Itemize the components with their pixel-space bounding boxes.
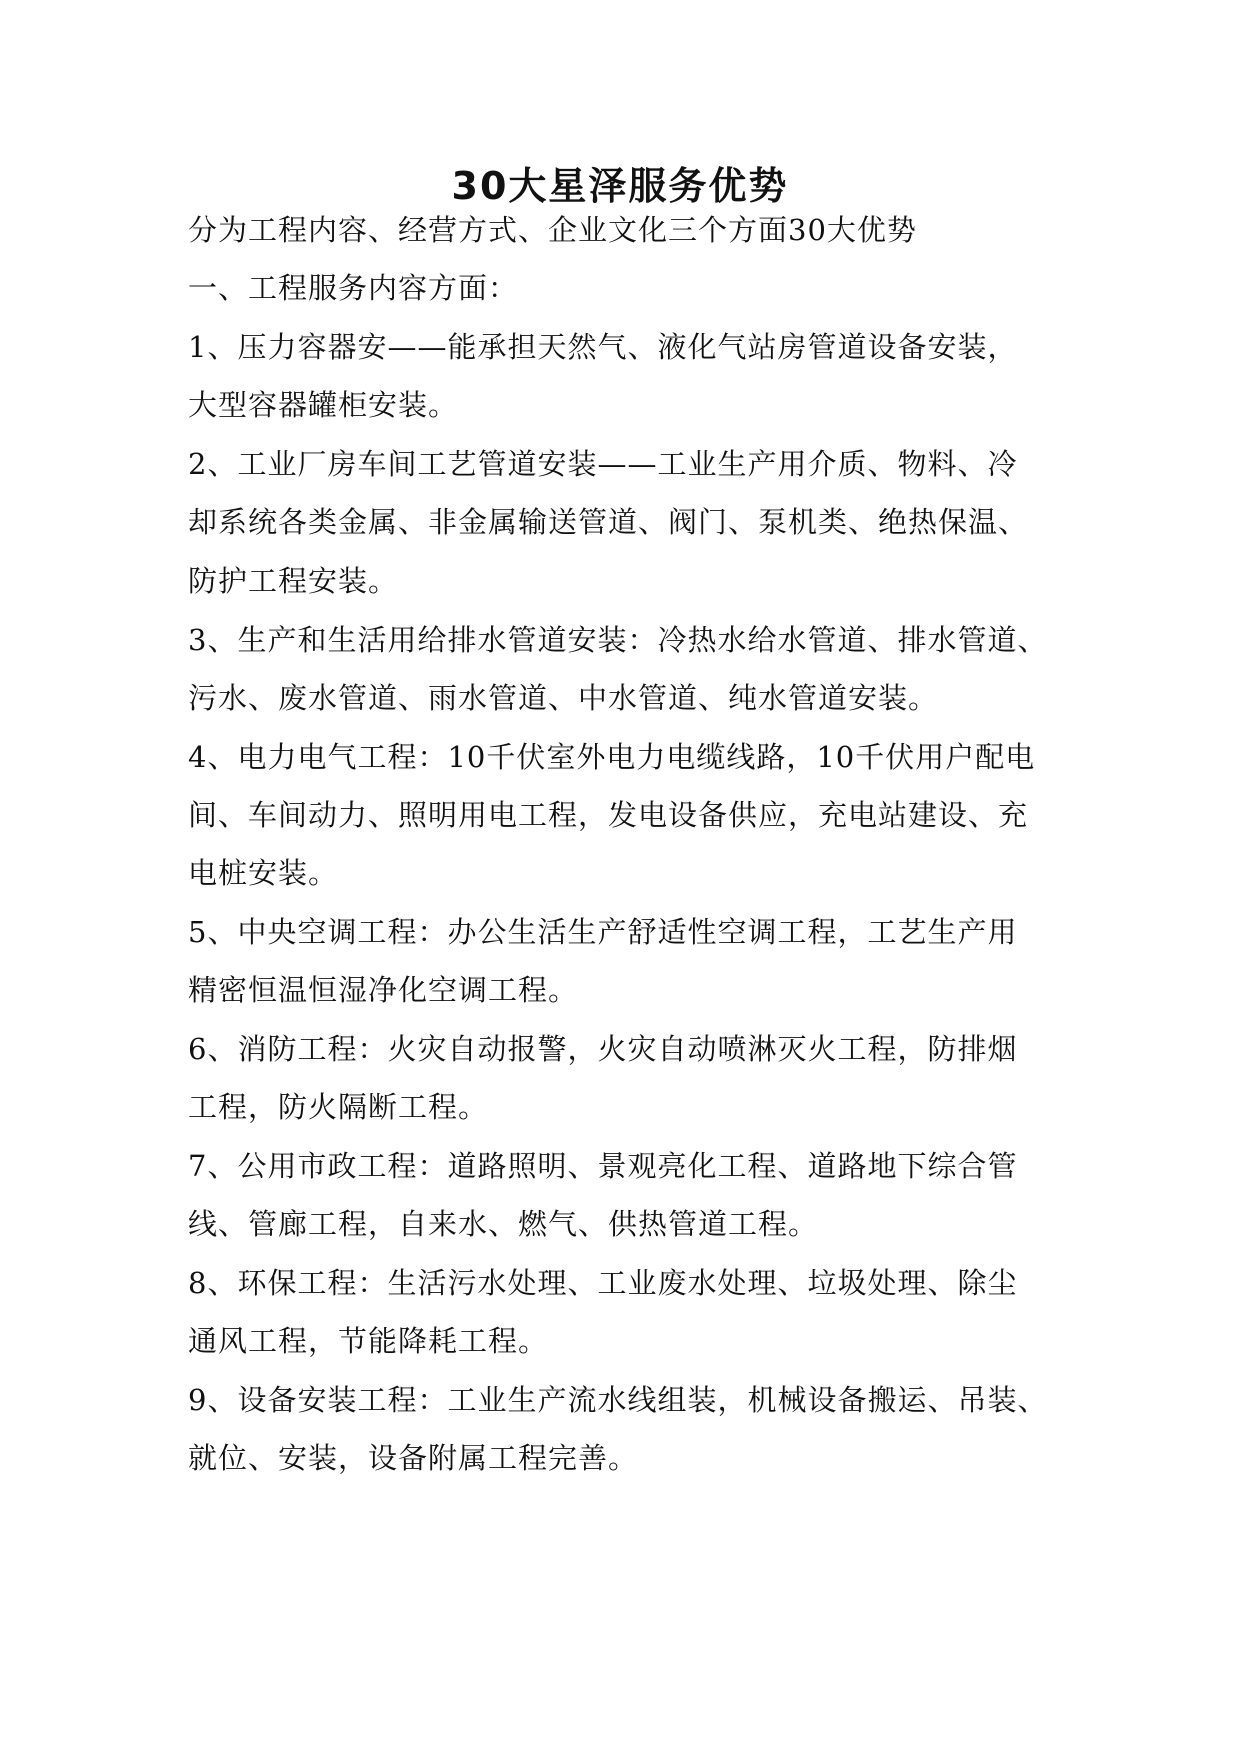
item-2-line-1: 2、工业厂房车间工艺管道安装——工业生产用介质、物料、冷 xyxy=(188,447,1018,481)
item-1-line-1: 1、压力容器安——能承担天然气、液化气站房管道设备安装， xyxy=(188,330,1018,364)
document-title: 30大星泽服务优势 xyxy=(451,164,789,208)
item-2-line-3: 防护工程安装。 xyxy=(188,564,399,598)
item-4-line-2: 间、车间动力、照明用电工程，发电设备供应，充电站建设、充 xyxy=(188,798,1029,832)
section-heading: 一、工程服务内容方面： xyxy=(188,271,519,305)
item-8-line-1: 8、环保工程：生活污水处理、工业废水处理、垃圾处理、除尘 xyxy=(188,1266,1018,1300)
item-3-line-1: 3、生产和生活用给排水管道安装：冷热水给水管道、排水管道、 xyxy=(188,623,1048,657)
item-6-line-2: 工程，防火隔断工程。 xyxy=(188,1090,489,1124)
item-2-line-2: 却系统各类金属、非金属输送管道、阀门、泵机类、绝热保温、 xyxy=(188,505,1029,539)
item-4-line-1: 4、电力电气工程：10千伏室外电力电缆线路，10千伏用户配电 xyxy=(188,740,1036,774)
item-3-line-2: 污水、废水管道、雨水管道、中水管道、纯水管道安装。 xyxy=(188,681,939,715)
item-9-line-2: 就位、安装，设备附属工程完善。 xyxy=(188,1441,639,1475)
intro-line: 分为工程内容、经营方式、企业文化三个方面30大优势 xyxy=(188,213,917,247)
item-7-line-2: 线、管廊工程，自来水、燃气、供热管道工程。 xyxy=(188,1207,819,1241)
item-8-line-2: 通风工程，节能降耗工程。 xyxy=(188,1324,549,1358)
item-9-line-1: 9、设备安装工程：工业生产流水线组装，机械设备搬运、吊装、 xyxy=(188,1383,1048,1417)
item-1-line-2: 大型容器罐柜安装。 xyxy=(188,388,459,422)
item-6-line-1: 6、消防工程：火灾自动报警，火灾自动喷淋灭火工程，防排烟 xyxy=(188,1032,1018,1066)
item-7-line-1: 7、公用市政工程：道路照明、景观亮化工程、道路地下综合管 xyxy=(188,1149,1018,1183)
item-5-line-1: 5、中央空调工程：办公生活生产舒适性空调工程，工艺生产用 xyxy=(188,915,1018,949)
item-4-line-3: 电桩安装。 xyxy=(188,856,339,890)
item-5-line-2: 精密恒温恒湿净化空调工程。 xyxy=(188,973,579,1007)
